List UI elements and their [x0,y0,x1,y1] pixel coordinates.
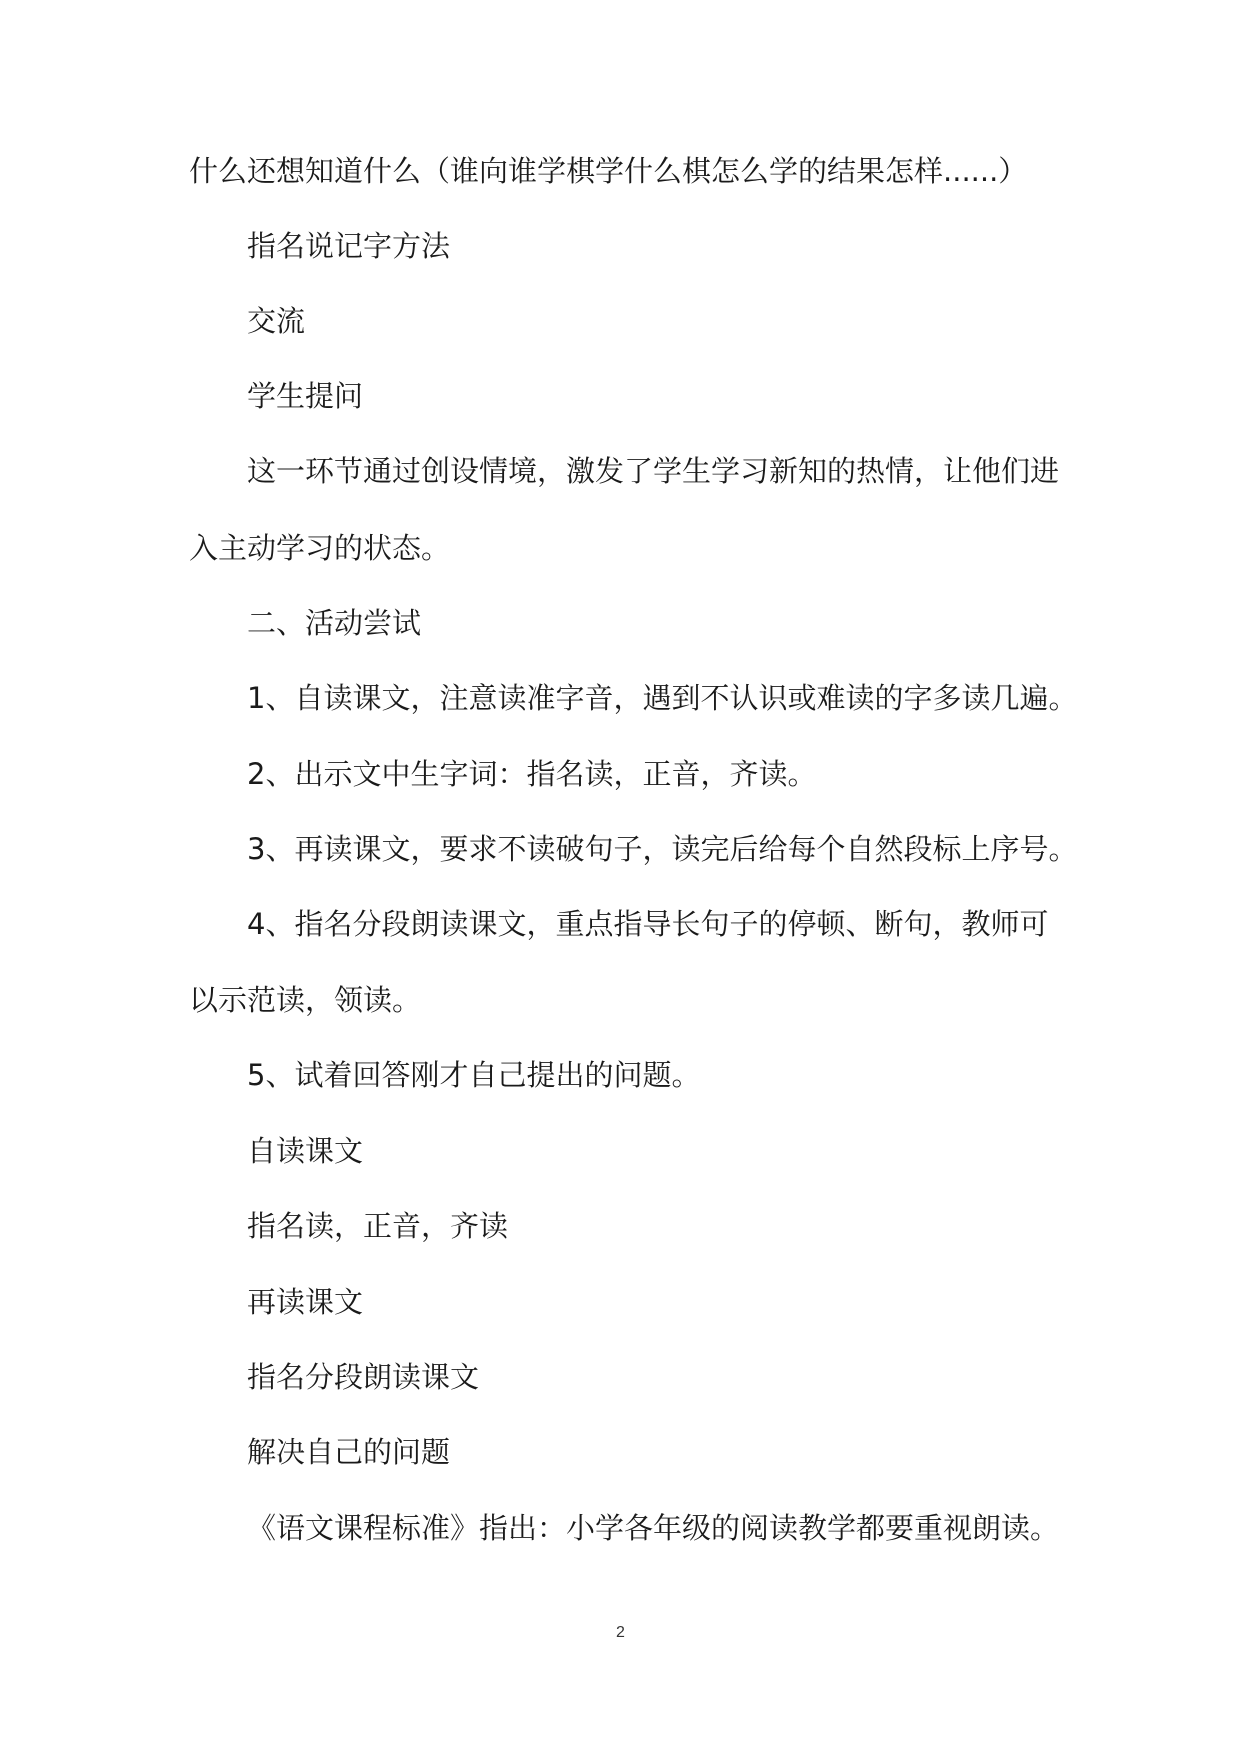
text-line: 这一环节通过创设情境，激发了学生学习新知的热情，让他们进 [247,454,1060,488]
section-heading: 二、活动尝试 [247,606,422,640]
list-item: 1、自读课文，注意读准字音，遇到不认识或难读的字多读几遍。 [247,681,1078,715]
text-line: 指名读，正音，齐读 [247,1209,509,1243]
page-number: 2 [616,1624,625,1641]
text-line: 自读课文 [247,1134,364,1168]
text-line: 以示范读，领读。 [189,983,422,1017]
text-line: 再读课文 [247,1285,364,1319]
text-line: 学生提问 [247,379,364,413]
text-line: 指名分段朗读课文 [247,1360,480,1394]
list-item: 2、出示文中生字词：指名读，正音，齐读。 [247,757,817,791]
text-line: 解决自己的问题 [247,1435,451,1469]
text-line: 什么还想知道什么（谁向谁学棋学什么棋怎么学的结果怎样......） [189,154,1028,188]
text-line: 指名说记字方法 [247,229,451,263]
list-item: 3、再读课文，要求不读破句子，读完后给每个自然段标上序号。 [247,832,1078,866]
text-line: 《语文课程标准》指出：小学各年级的阅读教学都要重视朗读。 [247,1511,1060,1545]
text-line: 入主动学习的状态。 [189,531,451,565]
list-item: 5、试着回答刚才自己提出的问题。 [247,1058,701,1092]
list-item: 4、指名分段朗读课文，重点指导长句子的停顿、断句，教师可 [247,907,1049,941]
text-line: 交流 [247,304,306,338]
